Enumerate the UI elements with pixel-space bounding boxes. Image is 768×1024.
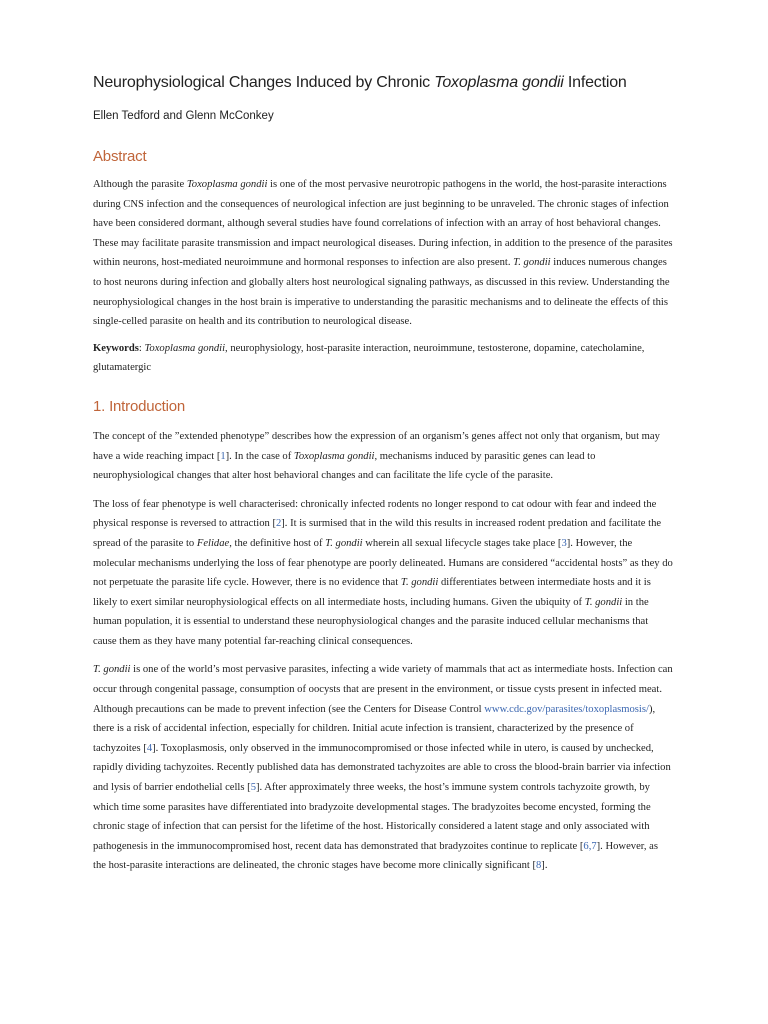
citation-link[interactable]: 3	[561, 537, 567, 549]
citation-link[interactable]: 8	[536, 860, 542, 872]
keywords-label: Keywords	[93, 342, 139, 354]
article-title: Neurophysiological Changes Induced by Chronic Toxoplasma gondii Infection	[93, 74, 627, 91]
intro-paragraph-2: The loss of fear phenotype is well characterised: chronically infected rodents no longer respond to cat odour with fear and indeed the physical response is reversed to attraction [2]. It is surmised that in the wild this results in increased rodent predation and facilitate the spread of the parasite to Felidae, the definitive host of T. gondii wherein all sexual lifecycle stages take place [3]. However, the molecular mechanisms underlying the loss of fear phenotype are poorly delineated. Humans are considered “accidental hosts” as they do not perpetuate the parasite life cycle. However, there is no evidence that T. gondii differentiates between intermediate hosts and it is likely to exert similar neurophysiological effects on all intermediate hosts, including humans. Given the ubiquity of T. gondii in the human population, it is essential to understand these neurophysiological changes and the parasite induced cellular mechanisms that cause them as they have many potential far-reaching clinical consequences.	[93, 498, 673, 647]
citation-link[interactable]: 6,7	[583, 840, 597, 852]
title-species: Toxoplasma gondii	[434, 74, 564, 91]
abstract-text: Although the parasite Toxoplasma gondii is one of the most pervasive neurotropic pathogens in the world, the host-parasite interactions during CNS infection and the consequences of neurological infection are just beginning to be unraveled. The chronic stages of infection have been considered dormant, although several studies have found correlations of infection with an array of host behavioral changes. These may facilitate parasite transmission and impact neurological diseases. During infection, in addition to the presence of the parasites within neurons, host-mediated neuroimmune and hormonal responses to infection are also present. T. gondii induces numerous changes to host neurons during infection and globally alters host neurological signaling pathways, as discussed in this review. Understanding the neurophysiological changes in the host brain is imperative to understanding the parasitic mechanisms and to delineate the effects of this single-celled parasite on health and its contribution to neurological disease.	[93, 179, 673, 328]
article	[93, 66, 673, 876]
citation-link[interactable]: 2	[275, 518, 282, 530]
introduction-heading: 1. Introduction	[93, 397, 186, 415]
author-list: Ellen Tedford and Glenn McConkey	[93, 110, 274, 122]
intro-paragraph-3: T. gondii is one of the world’s most pervasive parasites, infecting a wide variety of mammals that act as intermediate hosts. Infection can occur through congenital passage, consumption of oocysts that are present in the environment, or tissue cysts present in infected meat. Although precautions can be made to prevent infection (see the Centers for Disease Control www.cdc.gov/parasites/toxoplasmosis/), there is a risk of accidental infection, especially for children. Initial acute infection is transient, characterized by the presence of tachyzoites [4]. Toxoplasmosis, only observed in the immunocompromised or those infected while in utero, is caused by unchecked, rapidly dividing tachyzoites. Recently published data has demonstrated tachyzoites are able to cross the blood-brain barrier via infection and lysis of barrier endothelial cells [5]. After approximately three weeks, the host’s immune system controls tachyzoite growth, by which time some parasites have differentiated into bradyzoite developmental stages. The bradyzoites become encysted, forming the chronic stage of infection that can persist for the lifetime of the host. Historically considered a latent stage and only associated with pathogenesis in the immunocompromised host, recent data has demonstrated that bradyzoites continue to replicate [6,7]. However, as the host-parasite interactions are delineated, the chronic stages have become more clinically significant [8].	[93, 664, 673, 872]
citation-link[interactable]: 4	[146, 742, 153, 754]
cdc-link[interactable]: www.cdc.gov/parasites/toxoplasmosis/	[484, 703, 649, 715]
citation-link[interactable]: 5	[250, 782, 256, 794]
keywords: Keywords: Toxoplasma gondii, neurophysiology, host-parasite interaction, neuroimmune, testosterone, dopamine, catecholamine, glutamatergic	[93, 342, 645, 374]
citation-link[interactable]: 1	[220, 450, 226, 462]
intro-paragraph-1: The concept of the ”extended phenotype” describes how the expression of an organism’s genes affect not only that organism, but may have a wide reaching impact [1]. In the case of Toxoplasma gondii, mechanisms induced by parasitic genes can lead to neurophysiological changes that alter host behavioral changes and can facilitate the life cycle of the parasite.	[93, 430, 660, 482]
abstract-heading: Abstract	[93, 148, 147, 165]
